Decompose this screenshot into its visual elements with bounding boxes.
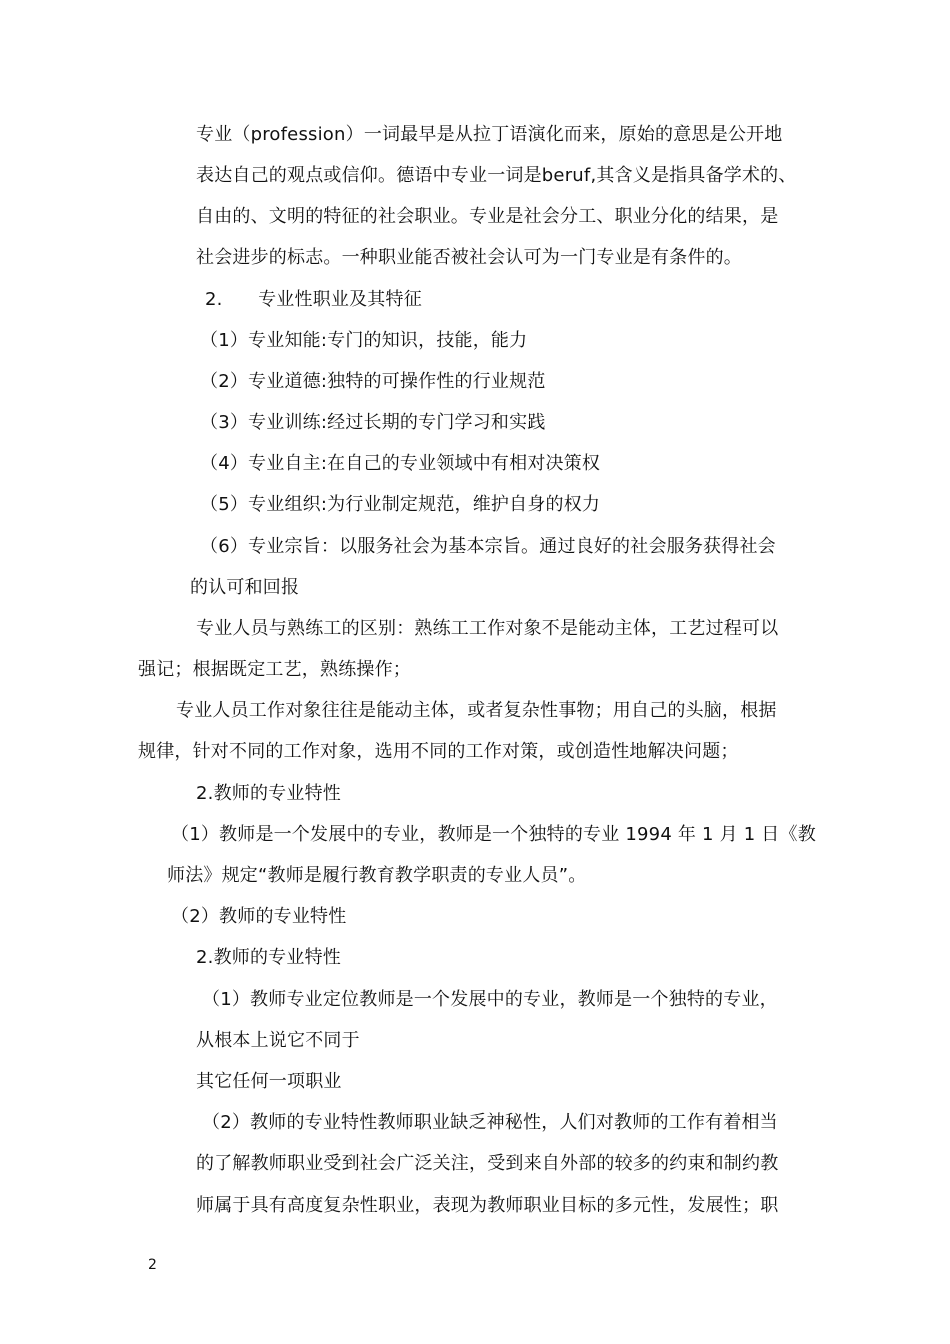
text-line: 师属于具有高度复杂性职业，表现为教师职业目标的多元性，发展性；职 [196, 1195, 779, 1216]
text-line: 的认可和回报 [190, 577, 300, 598]
list-item: （2）专业道德:独特的可操作性的行业规范 [200, 371, 546, 392]
text-line: 从根本上说它不同于 [196, 1030, 360, 1051]
list-item: （5）专业组织:为行业制定规范，维护自身的权力 [200, 494, 601, 515]
text-line: 自由的、文明的特征的社会职业。专业是社会分工、职业分化的结果，是 [196, 206, 779, 227]
text-line: 其它任何一项职业 [196, 1071, 342, 1092]
text-line: 规律，针对不同的工作对象，选用不同的工作对策，或创造性地解决问题； [138, 741, 739, 762]
text-line: 的了解教师职业受到社会广泛关注，受到来自外部的较多的约束和制约教 [196, 1153, 779, 1174]
list-item: （3）专业训练:经过长期的专门学习和实践 [200, 412, 546, 433]
list-item: （2）教师的专业特性 [171, 906, 347, 927]
text-line: 专业人员与熟练工的区别：熟练工工作对象不是能动主体，工艺过程可以 [196, 618, 779, 639]
text-line: 社会进步的标志。一种职业能否被社会认可为一门专业是有条件的。 [196, 247, 742, 268]
page-number: 2 [148, 1257, 157, 1273]
text-line: 专业（profession）一词最早是从拉丁语演化而来，原始的意思是公开地 [196, 124, 783, 145]
text-line: 强记；根据既定工艺，熟练操作； [138, 659, 411, 680]
list-item: （6）专业宗旨：以服务社会为基本宗旨。通过良好的社会服务获得社会 [200, 536, 776, 557]
list-item: （1）专业知能:专门的知识，技能，能力 [200, 330, 528, 351]
text-line: 师法》规定“教师是履行教育教学职责的专业人员”。 [167, 865, 587, 886]
list-item: （4）专业自主:在自己的专业领域中有相对决策权 [200, 453, 601, 474]
text-line: 表达自己的观点或信仰。德语中专业一词是beruf,其含义是指具备学术的、 [196, 165, 797, 186]
text-line: 专业人员工作对象往往是能动主体，或者复杂性事物；用自己的头脑，根据 [176, 700, 777, 721]
section-heading: 2.教师的专业特性 [196, 947, 341, 968]
list-item: （1）教师专业定位教师是一个发展中的专业，教师是一个独特的专业， [202, 989, 778, 1010]
section-heading: 2.教师的专业特性 [196, 783, 341, 804]
section-heading: 2. 专业性职业及其特征 [205, 289, 422, 310]
list-item: （2）教师的专业特性教师职业缺乏神秘性，人们对教师的工作有着相当 [202, 1112, 778, 1133]
list-item: （1）教师是一个发展中的专业，教师是一个独特的专业 1994 年 1 月 1 日《教 [171, 824, 816, 845]
